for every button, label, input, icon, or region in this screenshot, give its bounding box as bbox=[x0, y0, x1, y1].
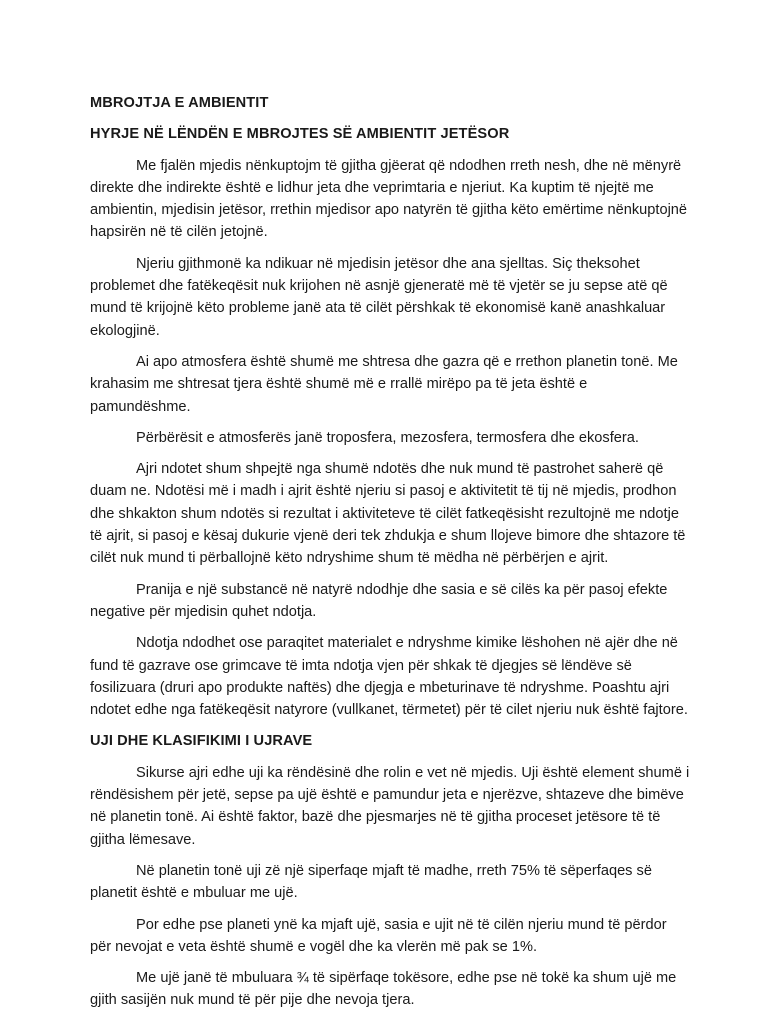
section-heading: HYRJE NË LËNDËN E MBROJTES SË AMBIENTIT JETËSOR bbox=[90, 126, 510, 143]
section-introduction bbox=[90, 123, 690, 721]
paragraph: Me ujë janë të mbuluara ¾ të sipërfaqe tokësore, edhe pse në tokë ka shum ujë me gjith sasijën nuk mund të për pije dhe nevoja tjera. bbox=[90, 970, 677, 1009]
paragraph: Përbërësit e atmosferës janë troposfera, mezosfera, termosfera dhe ekosfera. bbox=[136, 429, 639, 446]
paragraph: Në planetin tonë uji zë një siperfaqe mjaft të madhe, rreth 75% të sëperfaqes së planetit është e mbuluar me ujë. bbox=[90, 862, 652, 902]
section-water bbox=[90, 730, 690, 1011]
paragraph: Njeriu gjithmonë ka ndikuar në mjedisin jetësor dhe ana sjelltas. Siç theksohet problemet dhe fatëkeqësit nuk krijohen në asnjë gjeneratë më të vjetër se ju sepse atë që mund të krijojnë këto probleme janë ata të cilët përshkak të ekonomisë kanë anashkaluar ekologjinë. bbox=[90, 255, 668, 339]
paragraph: Ndotja ndodhet ose paraqitet materialet e ndryshme kimike lëshohen në ajër dhe në fund të gazrave ose grimcave të imta ndotja vjen për shkak të djegjes së lëndëve së fosilizuara (druri apo produkte naftës) dhe djegja e mbeturinave të ndryshme. Poashtu ajri ndotet edhe nga fatëkeqësit natyrore (vullkanet, tërmetet) për të cilet njeriu nuk është fajtore. bbox=[90, 635, 688, 719]
paragraph: Ajri ndotet shum shpejtë nga shumë ndotës dhe nuk mund të pastrohet saherë që duam ne. Ndotësi më i madh i ajrit është njeriu si pasoj e aktivitetit të tij në mjedis, prodhon dhe shkakton shum ndotës si rezultat i aktiviteteve të cilët fatkeqësisht rezultojnë me ndotje të ajrit, si pasoj e kësaj dukurie vjenë deri tek zhdukja e shum llojeve bimore dhe shtazore të cilët nuk mund ti përballojnë këto ndryshime shum të mëdha në përbërjen e ajrit. bbox=[90, 461, 686, 567]
paragraph: Sikurse ajri edhe uji ka rëndësinë dhe rolin e vet në mjedis. Uji është element shumë i rëndësishem për jetë, sepse pa ujë është e pamundur jeta e njerëzve, shtazeve dhe bimëve në planetin tonë. Ai është faktor, bazë dhe pjesmarjes në të gjitha proceset jetësore të të gjitha lëmesave. bbox=[90, 764, 690, 848]
document-title: MBROJTJA E AMBIENTIT bbox=[90, 95, 269, 111]
section-heading: UJI DHE KLASIFIKIMI I UJRAVE bbox=[90, 733, 313, 750]
paragraph: Pranija e një substancë në natyrë ndodhje dhe sasia e së cilës ka për pasoj efekte negative për mjedisin quhet ndotja. bbox=[90, 581, 668, 620]
paragraph: Ai apo atmosfera është shumë me shtresa dhe gazra që e rrethon planetin tonë. Me krahasim me shtresat tjera është shumë më e rrallë mirëpo pa të jeta është e pamundëshme. bbox=[90, 353, 678, 415]
paragraph: Me fjalën mjedis nënkuptojm të gjitha gjëerat që ndodhen rreth nesh, dhe në mënyrë direkte dhe indirekte është e lidhur jeta dhe veprimtaria e njeriut. Ka kuptim të njejtë me ambientin, mjedisin jetësor, rrethin mjedisor apo natyrën të gjitha këto emërtime nënkuptojnë hapsirën në të cilën jetojnë. bbox=[90, 157, 688, 241]
paragraph: Por edhe pse planeti ynë ka mjaft ujë, sasia e ujit në të cilën njeriu mund të përdor për nevojat e veta është shumë e vogël dhe ka vlerën më pak se 1%. bbox=[90, 916, 667, 955]
document-body bbox=[90, 92, 690, 1021]
